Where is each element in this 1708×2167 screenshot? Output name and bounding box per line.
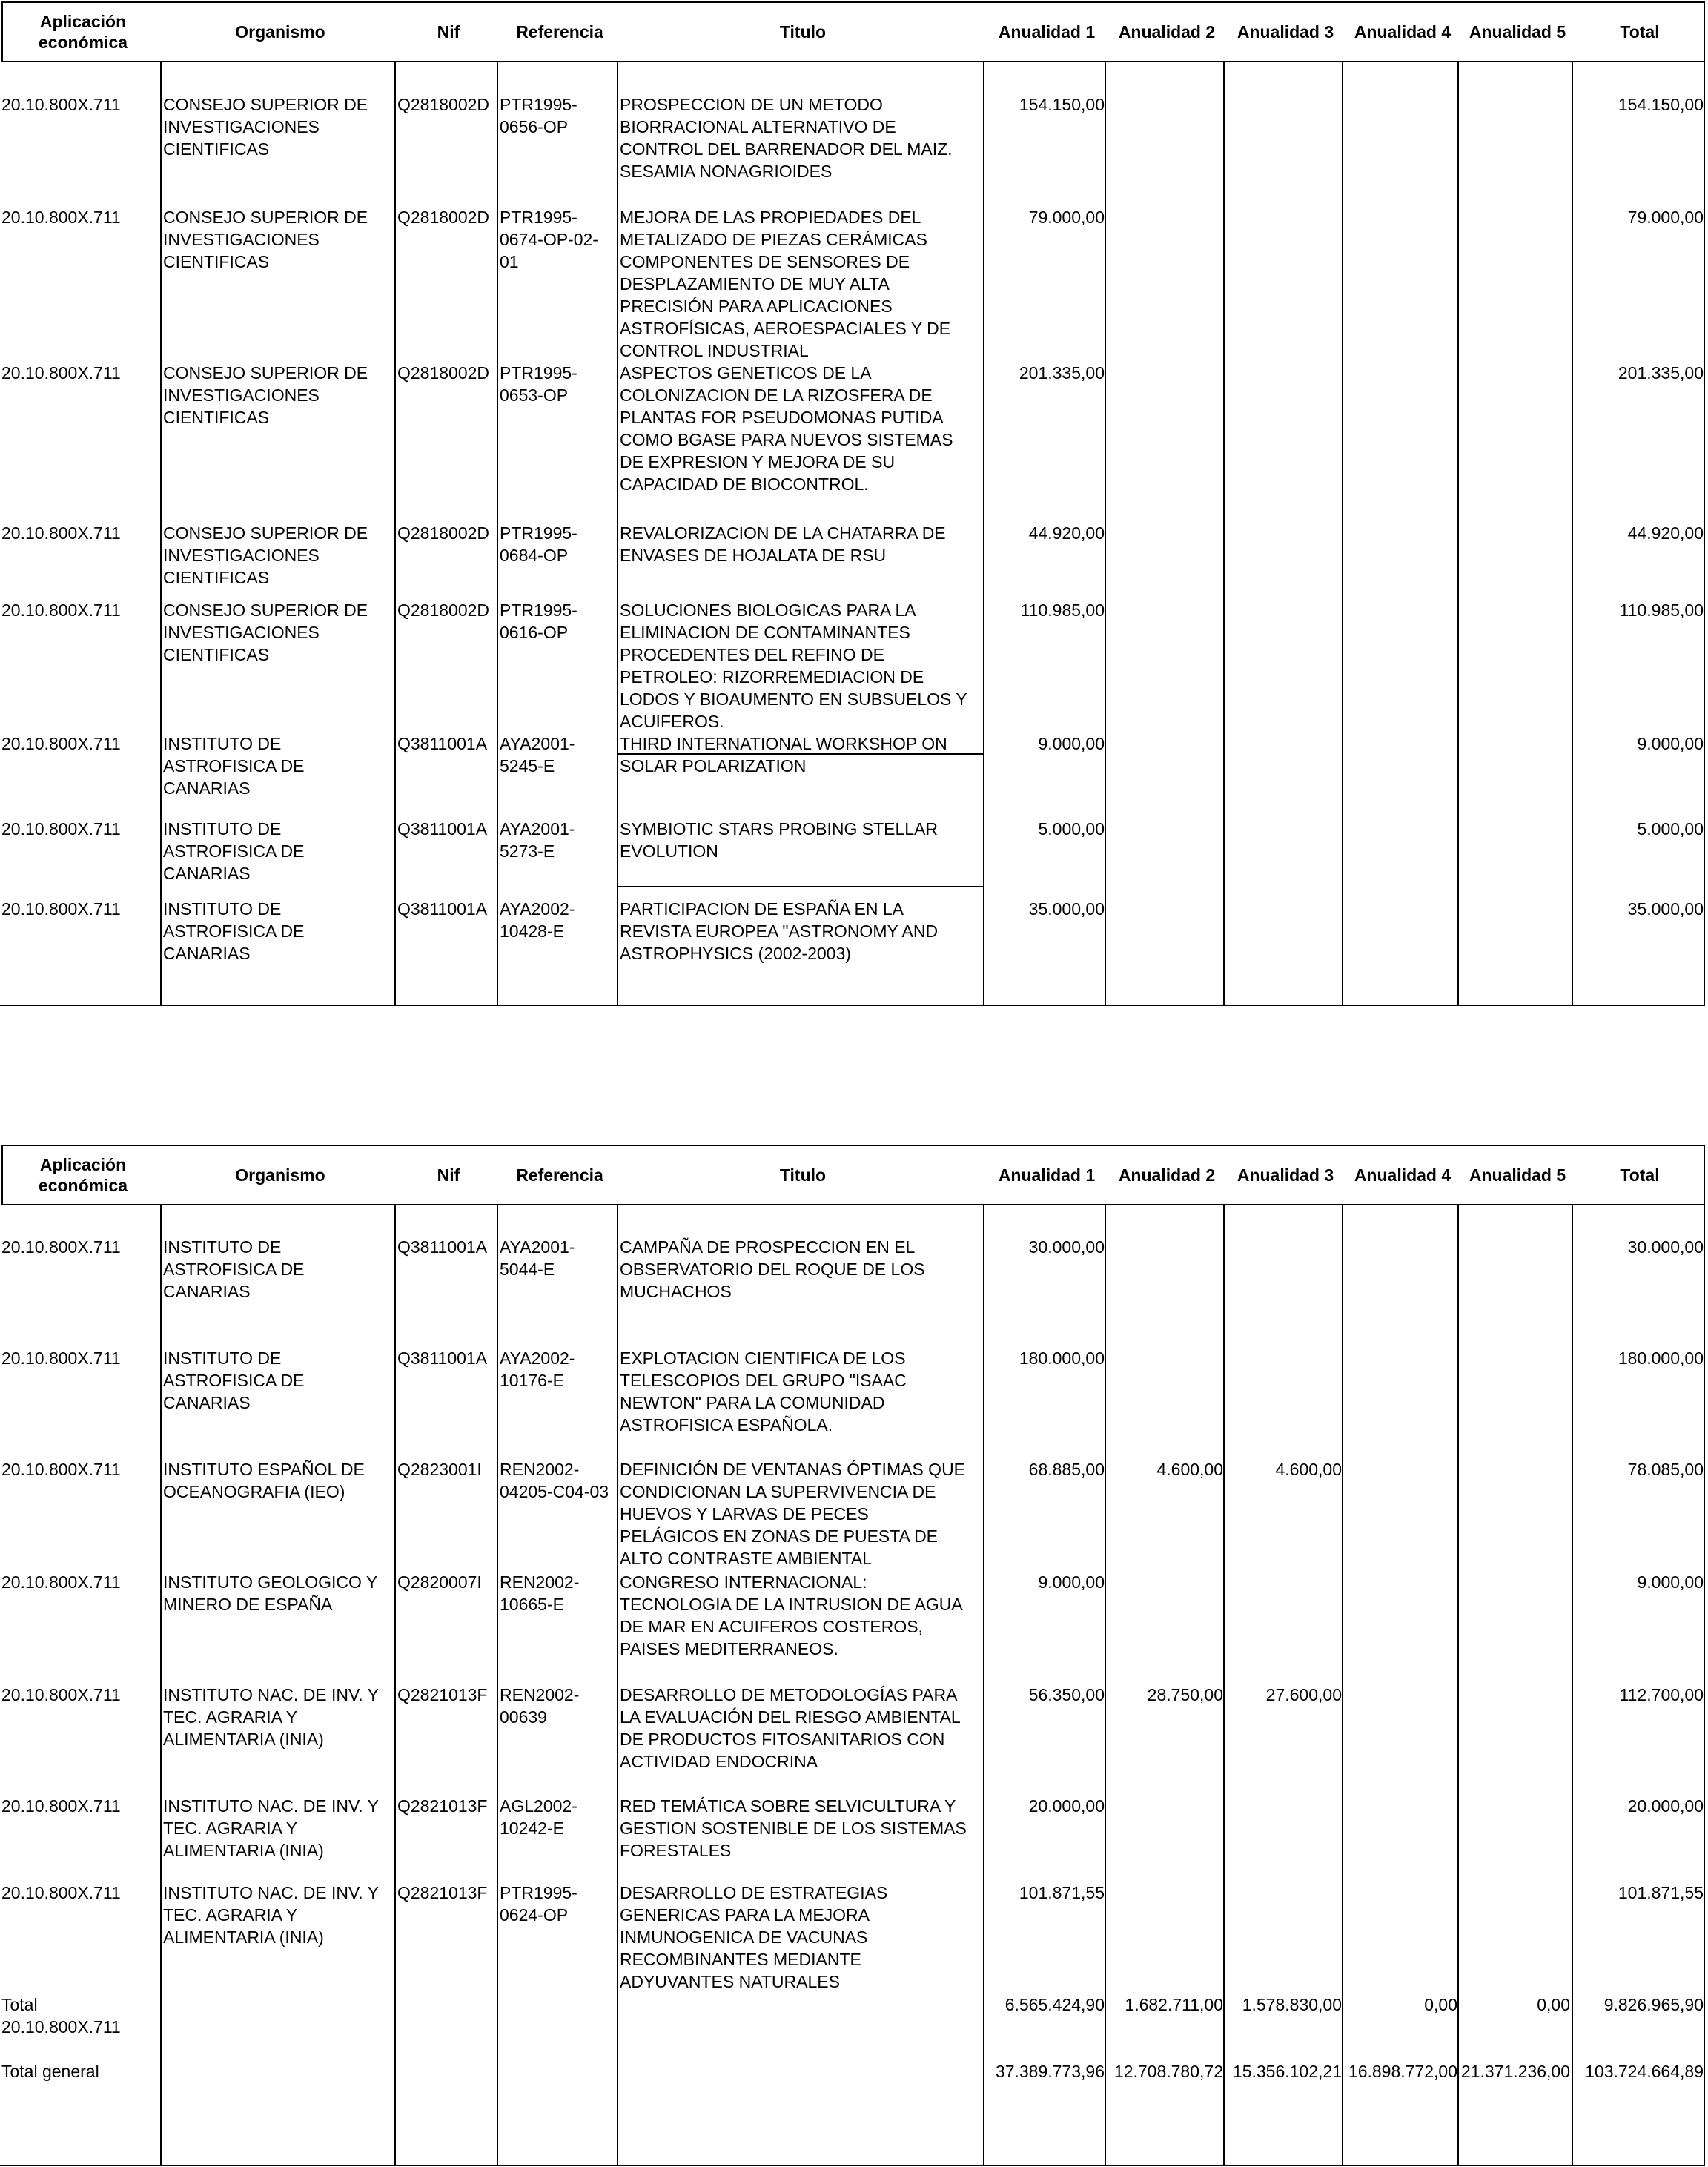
- cell-anualidad-1: 101.871,55: [1019, 1883, 1105, 1902]
- column-divider: [1105, 62, 1106, 1005]
- column-divider: [1223, 1205, 1225, 2165]
- table-bottom-border: [0, 1005, 1705, 1006]
- column-divider: [1105, 1205, 1106, 2165]
- cell-titulo: DESARROLLO DE ESTRATEGIAS GENERICAS PARA LA MEJORA INMUNOGENICA DE VACUNAS RECOMBINANTES MEDIANTE ADYUVANTES NATURALES: [620, 1883, 888, 1991]
- cell-anualidad-1: 110.985,00: [1020, 601, 1105, 620]
- column-divider: [1342, 62, 1343, 1005]
- cell-organismo: INSTITUTO DE ASTROFISICA DE CANARIAS: [163, 1349, 305, 1412]
- cell-nif: Q2823001I: [397, 1460, 482, 1479]
- cell-organismo: INSTITUTO DE ASTROFISICA DE CANARIAS: [163, 1237, 305, 1301]
- header-anualidad-1: Anualidad 1: [998, 1165, 1096, 1185]
- header-total: Total: [1620, 1165, 1660, 1185]
- cell-anualidad-4: 16.898.772,00: [1348, 2062, 1457, 2081]
- cell-titulo: MEJORA DE LAS PROPIEDADES DEL METALIZADO DE PIEZAS CERÁMICAS COMPONENTES DE SENSORES DE DESPLAZAMIENTO DE MUY ALTA PRECISIÓN PARA APLICACIONES ASTROFÍSICAS, AEROESPACIALES Y DE CONTROL INDUSTRIAL: [620, 208, 951, 360]
- cell-anualidad-1: 9.000,00: [1038, 734, 1105, 753]
- cell-anualidad-1: 68.885,00: [1028, 1460, 1105, 1479]
- cell-organismo: CONSEJO SUPERIOR DE INVESTIGACIONES CIENTIFICAS: [163, 363, 368, 427]
- cell-anualidad-2: 12.708.780,72: [1113, 2062, 1223, 2081]
- cell-anualidad-1: 201.335,00: [1019, 363, 1105, 383]
- cell-total: 103.724.664,89: [1585, 2062, 1704, 2081]
- cell-organismo: INSTITUTO DE ASTROFISICA DE CANARIAS: [163, 819, 305, 883]
- cell-aplicacion: 20.10.800X.711: [1, 363, 121, 383]
- cell-anualidad-3: 4.600,00: [1275, 1460, 1342, 1479]
- column-divider: [497, 62, 498, 1005]
- cell-organismo: INSTITUTO NAC. DE INV. Y TEC. AGRARIA Y ALIMENTARIA (INIA): [163, 1796, 379, 1860]
- cell-total: 9.000,00: [1637, 734, 1704, 753]
- cell-aplicacion: Total 20.10.800X.711: [1, 1995, 121, 2037]
- cell-organismo: INSTITUTO DE ASTROFISICA DE CANARIAS: [163, 734, 305, 798]
- cell-nif: Q3811001A: [397, 899, 488, 919]
- cell-referencia: AYA2002- 10428-E: [500, 899, 575, 941]
- column-divider: [1572, 1205, 1573, 2165]
- cell-total: 154.150,00: [1618, 95, 1704, 114]
- table-bottom-border: [0, 2165, 1705, 2166]
- cell-total: 5.000,00: [1637, 819, 1704, 838]
- cell-anualidad-2: 1.682.711,00: [1125, 1995, 1223, 2014]
- cell-organismo: CONSEJO SUPERIOR DE INVESTIGACIONES CIENTIFICAS: [163, 208, 368, 271]
- cell-total: 79.000,00: [1627, 208, 1704, 227]
- column-divider: [160, 62, 162, 1005]
- column-divider: [617, 62, 618, 1005]
- header-anualidad-3: Anualidad 3: [1237, 1165, 1334, 1185]
- cell-titulo: REVALORIZACION DE LA CHATARRA DE ENVASES DE HOJALATA DE RSU: [620, 523, 946, 565]
- cell-referencia: PTR1995- 0624-OP: [500, 1883, 577, 1925]
- cell-anualidad-1: 56.350,00: [1028, 1685, 1105, 1704]
- cell-anualidad-1: 180.000,00: [1019, 1349, 1105, 1368]
- column-divider: [1704, 62, 1705, 1005]
- cell-anualidad-1: 37.389.773,96: [995, 2062, 1105, 2081]
- header-anualidad-4: Anualidad 4: [1354, 22, 1452, 42]
- cell-organismo: CONSEJO SUPERIOR DE INVESTIGACIONES CIENTIFICAS: [163, 523, 368, 587]
- cell-total: 180.000,00: [1618, 1349, 1704, 1368]
- header-organismo: Organismo: [235, 22, 325, 42]
- cell-nif: Q3811001A: [397, 819, 488, 838]
- header-anualidad-1: Anualidad 1: [998, 22, 1096, 42]
- cell-anualidad-1: 9.000,00: [1038, 1572, 1105, 1592]
- column-divider: [983, 1205, 984, 2165]
- column-divider: [1457, 1205, 1459, 2165]
- header-total: Total: [1620, 22, 1660, 42]
- column-divider: [1704, 1205, 1705, 2165]
- cell-anualidad-4: 0,00: [1424, 1995, 1457, 2014]
- cell-organismo: INSTITUTO NAC. DE INV. Y TEC. AGRARIA Y ALIMENTARIA (INIA): [163, 1685, 379, 1749]
- cell-nif: Q2818002D: [397, 363, 490, 383]
- cell-referencia: AYA2002- 10176-E: [500, 1349, 575, 1390]
- cell-aplicacion: 20.10.800X.711: [1, 1349, 121, 1368]
- cell-aplicacion: 20.10.800X.711: [1, 1460, 121, 1479]
- cell-total: 35.000,00: [1627, 899, 1704, 919]
- cell-referencia: REN2002- 10665-E: [500, 1572, 580, 1614]
- cell-aplicacion: 20.10.800X.711: [1, 523, 121, 543]
- cell-titulo: PROSPECCION DE UN METODO BIORRACIONAL ALTERNATIVO DE CONTROL DEL BARRENADOR DEL MAIZ. SESAMIA NONAGRIOIDES: [620, 95, 953, 181]
- header-titulo: Titulo: [779, 22, 827, 42]
- header-nif: Nif: [437, 22, 460, 42]
- table-2-header: [1, 1145, 1705, 1205]
- cell-aplicacion: 20.10.800X.711: [1, 95, 121, 114]
- header-organismo: Organismo: [235, 1165, 325, 1185]
- column-divider: [394, 62, 396, 1005]
- cell-anualidad-3: 27.600,00: [1265, 1685, 1342, 1704]
- cell-aplicacion: 20.10.800X.711: [1, 899, 121, 919]
- table-1-header: [1, 1, 1705, 62]
- cell-aplicacion: 20.10.800X.711: [1, 734, 121, 753]
- cell-total: 78.085,00: [1627, 1460, 1704, 1479]
- column-divider: [160, 1205, 162, 2165]
- cell-total: 20.000,00: [1627, 1796, 1704, 1816]
- header-anualidad-5: Anualidad 5: [1469, 1165, 1566, 1185]
- cell-organismo: CONSEJO SUPERIOR DE INVESTIGACIONES CIENTIFICAS: [163, 601, 368, 664]
- header-nif: Nif: [437, 1165, 460, 1185]
- cell-organismo: INSTITUTO ESPAÑOL DE OCEANOGRAFIA (IEO): [163, 1460, 365, 1501]
- cell-nif: Q2818002D: [397, 208, 490, 227]
- cell-anualidad-1: 5.000,00: [1038, 819, 1105, 838]
- header-titulo: Titulo: [779, 1165, 827, 1185]
- cell-total: 44.920,00: [1627, 523, 1704, 543]
- cell-referencia: AGL2002- 10242-E: [500, 1796, 577, 1838]
- cell-organismo: INSTITUTO NAC. DE INV. Y TEC. AGRARIA Y ALIMENTARIA (INIA): [163, 1883, 379, 1947]
- header-anualidad-5: Anualidad 5: [1469, 22, 1566, 42]
- cell-nif: Q2818002D: [397, 523, 490, 543]
- cell-total: 110.985,00: [1619, 601, 1704, 620]
- cell-nif: Q3811001A: [397, 1349, 488, 1368]
- column-divider: [1457, 62, 1459, 1005]
- header-referencia: Referencia: [516, 1165, 603, 1185]
- cell-nif: Q2821013F: [397, 1883, 488, 1902]
- cell-titulo: DEFINICIÓN DE VENTANAS ÓPTIMAS QUE CONDICIONAN LA SUPERVIVENCIA DE HUEVOS Y LARVAS DE PECES PELÁGICOS EN ZONAS DE PUESTA DE ALTO CONTRASTE AMBIENTAL: [620, 1460, 966, 1568]
- header-anualidad-4: Anualidad 4: [1354, 1165, 1452, 1185]
- column-divider: [1223, 62, 1225, 1005]
- cell-nif: Q3811001A: [397, 1237, 488, 1257]
- cell-anualidad-5: 21.371.236,00: [1460, 2062, 1570, 2081]
- cell-aplicacion: 20.10.800X.711: [1, 819, 121, 838]
- cell-anualidad-2: 4.600,00: [1156, 1460, 1223, 1479]
- cell-referencia: PTR1995- 0684-OP: [500, 523, 577, 565]
- cell-anualidad-1: 30.000,00: [1028, 1237, 1105, 1257]
- cell-aplicacion: Total general: [1, 2062, 99, 2081]
- cell-total: 9.826.965,90: [1603, 1995, 1704, 2014]
- header-aplicacion: Aplicación económica: [38, 1155, 128, 1195]
- header-aplicacion: Aplicación económica: [38, 12, 128, 52]
- cell-anualidad-3: 15.356.102,21: [1232, 2062, 1342, 2081]
- column-divider: [394, 1205, 396, 2165]
- cell-total: 9.000,00: [1637, 1572, 1704, 1592]
- cell-anualidad-3: 1.578.830,00: [1242, 1995, 1342, 2014]
- cell-referencia: PTR1995- 0674-OP-02- 01: [500, 208, 598, 271]
- cell-anualidad-1: 35.000,00: [1028, 899, 1105, 919]
- cell-aplicacion: 20.10.800X.711: [1, 1685, 121, 1704]
- cell-nif: Q2820007I: [397, 1572, 482, 1592]
- cell-anualidad-1: 79.000,00: [1028, 208, 1105, 227]
- cell-organismo: INSTITUTO DE ASTROFISICA DE CANARIAS: [163, 899, 305, 963]
- cell-titulo: PARTICIPACION DE ESPAÑA EN LA REVISTA EUROPEA "ASTRONOMY AND ASTROPHYSICS (2002-2003): [620, 899, 939, 963]
- cell-titulo: DESARROLLO DE METODOLOGÍAS PARA LA EVALUACIÓN DEL RIESGO AMBIENTAL DE PRODUCTOS FITOSANITARIOS CON ACTIVIDAD ENDOCRINA: [620, 1685, 961, 1771]
- header-anualidad-2: Anualidad 2: [1118, 1165, 1216, 1185]
- cell-anualidad-2: 28.750,00: [1147, 1685, 1223, 1704]
- cell-total: 101.871,55: [1618, 1883, 1704, 1902]
- column-divider: [1572, 62, 1573, 1005]
- cell-nif: Q2818002D: [397, 95, 490, 114]
- cell-organismo: INSTITUTO GEOLOGICO Y MINERO DE ESPAÑA: [163, 1572, 378, 1614]
- header-anualidad-2: Anualidad 2: [1118, 22, 1216, 42]
- cell-titulo: SYMBIOTIC STARS PROBING STELLAR EVOLUTION: [620, 819, 938, 861]
- cell-nif: Q2821013F: [397, 1796, 488, 1816]
- cell-anualidad-1: 20.000,00: [1028, 1796, 1105, 1816]
- cell-referencia: REN2002- 04205-C04-03: [500, 1460, 609, 1501]
- header-referencia: Referencia: [516, 22, 603, 42]
- cell-nif: Q2821013F: [397, 1685, 488, 1704]
- cell-total: 112.700,00: [1619, 1685, 1704, 1704]
- cell-aplicacion: 20.10.800X.711: [1, 1572, 121, 1592]
- cell-aplicacion: 20.10.800X.711: [1, 1883, 121, 1902]
- header-anualidad-3: Anualidad 3: [1237, 22, 1334, 42]
- cell-titulo: RED TEMÁTICA SOBRE SELVICULTURA Y GESTION SOSTENIBLE DE LOS SISTEMAS FORESTALES: [620, 1796, 967, 1860]
- cell-referencia: REN2002- 00639: [500, 1685, 580, 1727]
- cell-referencia: AYA2001- 5245-E: [500, 734, 575, 775]
- cell-total: 201.335,00: [1618, 363, 1704, 383]
- row-divider: [618, 886, 983, 887]
- cell-referencia: PTR1995- 0653-OP: [500, 363, 577, 405]
- cell-titulo: CAMPAÑA DE PROSPECCION EN EL OBSERVATORIO DEL ROQUE DE LOS MUCHACHOS: [620, 1237, 925, 1301]
- cell-nif: Q2818002D: [397, 601, 490, 620]
- cell-anualidad-5: 0,00: [1537, 1995, 1570, 2014]
- cell-aplicacion: 20.10.800X.711: [1, 1796, 121, 1816]
- cell-total: 30.000,00: [1627, 1237, 1704, 1257]
- column-divider: [1342, 1205, 1343, 2165]
- cell-referencia: PTR1995- 0656-OP: [500, 95, 577, 136]
- cell-titulo: THIRD INTERNATIONAL WORKSHOP ON SOLAR POLARIZATION: [620, 734, 947, 775]
- cell-aplicacion: 20.10.800X.711: [1, 1237, 121, 1257]
- cell-referencia: PTR1995- 0616-OP: [500, 601, 577, 642]
- cell-aplicacion: 20.10.800X.711: [1, 601, 121, 620]
- cell-anualidad-1: 154.150,00: [1019, 95, 1105, 114]
- column-divider: [617, 1205, 618, 2165]
- cell-nif: Q3811001A: [397, 734, 488, 753]
- cell-titulo: CONGRESO INTERNACIONAL: TECNOLOGIA DE LA INTRUSION DE AGUA DE MAR EN ACUIFEROS COSTEROS, PAISES MEDITERRANEOS.: [620, 1572, 963, 1658]
- cell-titulo: SOLUCIONES BIOLOGICAS PARA LA ELIMINACION DE CONTAMINANTES PROCEDENTES DEL REFINO DE PETROLEO: RIZORREMEDIACION DE LODOS Y BIOAUMENTO EN SUBSUELOS Y ACUIFEROS.: [620, 601, 967, 731]
- cell-referencia: AYA2001- 5273-E: [500, 819, 575, 861]
- cell-anualidad-1: 6.565.424,90: [1004, 1995, 1105, 2014]
- cell-aplicacion: 20.10.800X.711: [1, 208, 121, 227]
- cell-anualidad-1: 44.920,00: [1028, 523, 1105, 543]
- column-divider: [983, 62, 984, 1005]
- cell-titulo: ASPECTOS GENETICOS DE LA COLONIZACION DE LA RIZOSFERA DE PLANTAS FOR PSEUDOMONAS PUTIDA COMO BGASE PARA NUEVOS SISTEMAS DE EXPRESION Y MEJORA DE SU CAPACIDAD DE BIOCONTROL.: [620, 363, 953, 494]
- cell-organismo: CONSEJO SUPERIOR DE INVESTIGACIONES CIENTIFICAS: [163, 95, 368, 159]
- cell-referencia: AYA2001- 5044-E: [500, 1237, 575, 1279]
- column-divider: [497, 1205, 498, 2165]
- cell-titulo: EXPLOTACION CIENTIFICA DE LOS TELESCOPIOS DEL GRUPO "ISAAC NEWTON" PARA LA COMUNIDAD ASTROFISICA ESPAÑOLA.: [620, 1349, 907, 1435]
